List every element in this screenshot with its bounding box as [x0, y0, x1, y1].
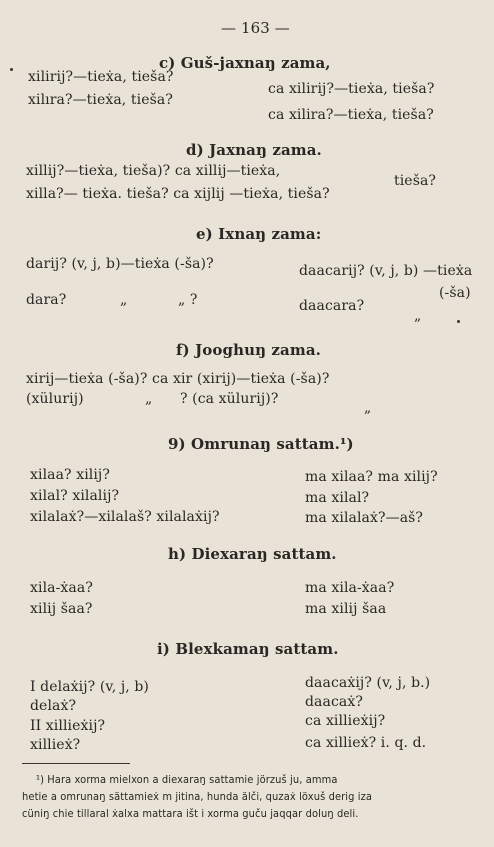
text-line: ca xillieẋij? [305, 713, 386, 729]
text-line: ca xilirij?—tieẋa, tieša? [268, 81, 435, 97]
text-line: daacarij? (v, j, b) —tieẋa [299, 263, 473, 279]
text-line: daacaẋ? [305, 694, 363, 710]
text-line: (-ša) [439, 285, 471, 301]
text-line: tieša? [394, 173, 437, 189]
section-heading-i: i) Blexkamaŋ sattam. [157, 640, 339, 658]
ink-speck [457, 320, 460, 323]
text-line: xila-ẋaa? [30, 580, 93, 596]
text-line: ma xilij šaa [305, 601, 387, 617]
ditto-mark: „ [120, 292, 128, 308]
text-line: ma xilaa? ma xilij? [305, 469, 438, 485]
text-line: ma xila-ẋaa? [305, 580, 395, 596]
text-line: darij? (v, j, b)—tieẋa (-ša)? [26, 256, 214, 272]
section-heading-9: 9) Omrunaŋ sattam.¹) [168, 435, 354, 453]
text-line: (xülurij) [26, 391, 84, 407]
text-line: ma xilalaẋ?—aš? [305, 510, 424, 526]
ditto-mark: „ [414, 308, 422, 324]
footnote-line: cüniŋ chie tillaral ẋalxa mattara išt i xorma guču jaqqar doluŋ deli. [22, 807, 359, 820]
text-line: xilalaẋ?—xilalaš? xilalaẋij? [30, 509, 220, 525]
text-line: ma xilal? [305, 490, 370, 506]
ditto-mark: „ [145, 391, 153, 407]
text-line: xilıra?—tieẋa, tieša? [28, 92, 173, 108]
text-line: daacaẋij? (v, j, b.) [305, 675, 431, 691]
text-line: xilla?— tieẋa. tieša? ca xijlij —tieẋa, tieša? [26, 186, 330, 202]
section-heading-e: e) Ixnaŋ zama: [196, 225, 322, 243]
ditto-mark: „ [364, 400, 372, 416]
footnote-line: ¹) Hara xorma mielxon a diexaraŋ sattamie jörzuš ju, amma [36, 773, 338, 786]
text-line: II xillieẋij? [30, 718, 106, 734]
text-line: xillieẋ? [30, 737, 81, 753]
section-heading-f: f) Jooghuŋ zama. [176, 341, 321, 359]
text-line: delaẋ? [30, 698, 77, 714]
text-line: xilaa? xilij? [30, 467, 110, 483]
text-line: ? (ca xülurij)? [180, 391, 279, 407]
text-line: I delaẋij? (v, j, b) [30, 679, 149, 695]
footnote-divider [22, 763, 130, 764]
text-line: xilirij?—tieẋa, tieša? [28, 69, 174, 85]
ditto-mark: „ ? [178, 292, 198, 308]
text-line: xillij?—tieẋa, tieša)? ca xillij—tieẋa, [26, 163, 281, 179]
text-line: xilij šaa? [30, 601, 93, 617]
text-line: dara? [26, 292, 67, 308]
ink-speck [10, 68, 13, 71]
section-heading-d: d) Jaxnaŋ zama. [186, 141, 322, 159]
text-line: ca xillieẋ? i. q. d. [305, 735, 427, 751]
text-line: xirij—tieẋa (-ša)? ca xir (xirij)—tieẋa (-ša)? [26, 371, 330, 387]
text-line: daacara? [299, 298, 365, 314]
footnote-line: hetie a omrunaŋ sättamieẋ m jitina, hunda ălči, quzaẋ löxuš derig iza [22, 790, 373, 803]
text-line: xilal? xilalij? [30, 488, 120, 504]
text-line: ca xilira?—tieẋa, tieša? [268, 107, 434, 123]
section-heading-h: h) Diexaraŋ sattam. [168, 545, 337, 563]
section-heading-c: c) Guš-jaxnaŋ zama, [159, 54, 331, 72]
page-number: — 163 — [221, 19, 290, 37]
